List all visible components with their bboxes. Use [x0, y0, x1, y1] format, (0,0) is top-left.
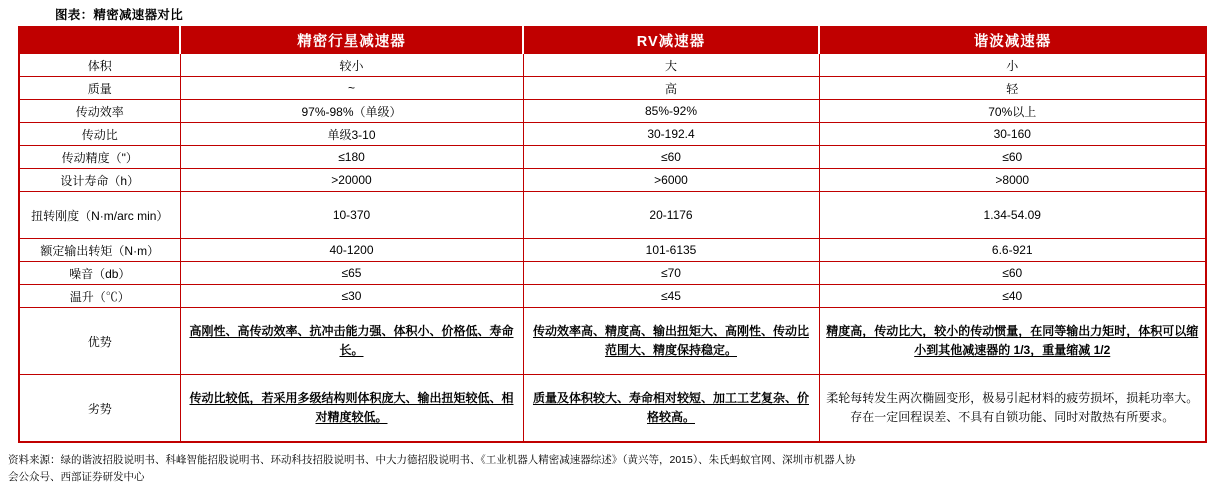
- source-note: [8, 452, 1208, 487]
- disadvantage-rv-text: 质量及体积较大、寿命相对较短、加工工艺复杂、价格较高。: [532, 391, 809, 424]
- table-row-advantage: [20, 308, 1205, 375]
- advantage-planetary: [180, 308, 523, 375]
- row-value-planetary: >20000: [180, 169, 523, 192]
- row-value-harmonic: 轻: [819, 77, 1205, 100]
- row-label: 噪音（db）: [20, 262, 180, 285]
- row-value-rv: 101-6135: [523, 239, 819, 262]
- row-label: 传动比: [20, 123, 180, 146]
- table-body: [20, 54, 1205, 442]
- row-value-planetary: ≤30: [180, 285, 523, 308]
- row-label: 质量: [20, 77, 180, 100]
- row-value-harmonic: ≤40: [819, 285, 1205, 308]
- row-label: 传动效率: [20, 100, 180, 123]
- advantage-rv: [523, 308, 819, 375]
- row-label: 传动精度（"）: [20, 146, 180, 169]
- row-value-planetary: 40-1200: [180, 239, 523, 262]
- table-row: [20, 239, 1205, 262]
- header-cell-harmonic: 谐波减速器: [819, 26, 1205, 54]
- row-value-harmonic: 30-160: [819, 123, 1205, 146]
- table-row: [20, 262, 1205, 285]
- disadvantage-planetary: [180, 375, 523, 443]
- row-label-disadvantage: 劣势: [20, 375, 180, 443]
- row-label: 温升（℃）: [20, 285, 180, 308]
- table-row-disadvantage: [20, 375, 1205, 443]
- header-cell-rv: RV减速器: [523, 26, 819, 54]
- row-value-planetary: 较小: [180, 54, 523, 77]
- row-value-rv: >6000: [523, 169, 819, 192]
- row-label: 额定输出转矩（N·m）: [20, 239, 180, 262]
- advantage-harmonic: [819, 308, 1205, 375]
- table-header: [20, 26, 1205, 54]
- table-row: [20, 285, 1205, 308]
- row-value-rv: ≤70: [523, 262, 819, 285]
- row-label-advantage: 优势: [20, 308, 180, 375]
- source-line-2: 会公众号、西部证券研发中心: [8, 471, 145, 484]
- row-value-planetary: ~: [180, 77, 523, 100]
- advantage-planetary-text: 高刚性、高传动效率、抗冲击能力强、体积小、价格低、寿命长。: [189, 324, 514, 357]
- row-label: 体积: [20, 54, 180, 77]
- row-value-planetary: 单级3-10: [180, 123, 523, 146]
- row-value-harmonic: 1.34-54.09: [819, 192, 1205, 239]
- source-line-1: 资料来源：绿的谐波招股说明书、科峰智能招股说明书、环动科技招股说明书、中大力德招股说明书、《工业机器人精密减速器综述》（黄兴等，2015）、朱氏蚂蚁官网、深圳市机器人协: [8, 454, 856, 466]
- row-label: 扭转刚度（N·m/arc min）: [20, 192, 180, 239]
- disadvantage-rv: [523, 375, 819, 443]
- header-cell-planetary: 精密行星减速器: [180, 26, 523, 54]
- disadvantage-harmonic-text: 柔轮每转发生两次椭圆变形，极易引起材料的疲劳损坏，损耗功率大。存在一定回程误差、不具有自锁功能、同时对散热有所要求。: [826, 391, 1199, 424]
- row-value-rv: 高: [523, 77, 819, 100]
- row-value-rv: 20-1176: [523, 192, 819, 239]
- row-value-rv: 大: [523, 54, 819, 77]
- row-value-rv: ≤45: [523, 285, 819, 308]
- row-value-planetary: 97%-98%（单级）: [180, 100, 523, 123]
- advantage-harmonic-text: 精度高，传动比大，较小的传动惯量，在同等输出力矩时，体积可以缩小到其他减速器的 1/3，重量缩减 1/2: [826, 324, 1199, 357]
- row-value-planetary: ≤180: [180, 146, 523, 169]
- row-value-planetary: ≤65: [180, 262, 523, 285]
- comparison-table-wrapper: [18, 26, 1207, 443]
- row-value-harmonic: 70%以上: [819, 100, 1205, 123]
- table-row: [20, 54, 1205, 77]
- row-value-rv: 85%-92%: [523, 100, 819, 123]
- comparison-table: [20, 26, 1205, 443]
- advantage-rv-text: 传动效率高、精度高、输出扭矩大、高刚性、传动比范围大、精度保持稳定。: [532, 324, 809, 357]
- table-header-row: [20, 26, 1205, 54]
- row-value-rv: ≤60: [523, 146, 819, 169]
- header-cell-blank: [20, 26, 180, 54]
- row-value-harmonic: ≤60: [819, 146, 1205, 169]
- row-value-planetary: 10-370: [180, 192, 523, 239]
- table-row: [20, 146, 1205, 169]
- table-row: [20, 100, 1205, 123]
- row-value-harmonic: 小: [819, 54, 1205, 77]
- row-label: 设计寿命（h）: [20, 169, 180, 192]
- table-row: [20, 123, 1205, 146]
- table-row: [20, 77, 1205, 100]
- disadvantage-harmonic: [819, 375, 1205, 443]
- row-value-rv: 30-192.4: [523, 123, 819, 146]
- row-value-harmonic: >8000: [819, 169, 1205, 192]
- disadvantage-planetary-text: 传动比较低，若采用多级结构则体积庞大、输出扭矩较低、相对精度较低。: [189, 391, 514, 424]
- table-row: [20, 169, 1205, 192]
- row-value-harmonic: 6.6-921: [819, 239, 1205, 262]
- table-row: [20, 192, 1205, 239]
- figure-caption: 图表：精密减速器对比: [55, 8, 184, 22]
- row-value-harmonic: ≤60: [819, 262, 1205, 285]
